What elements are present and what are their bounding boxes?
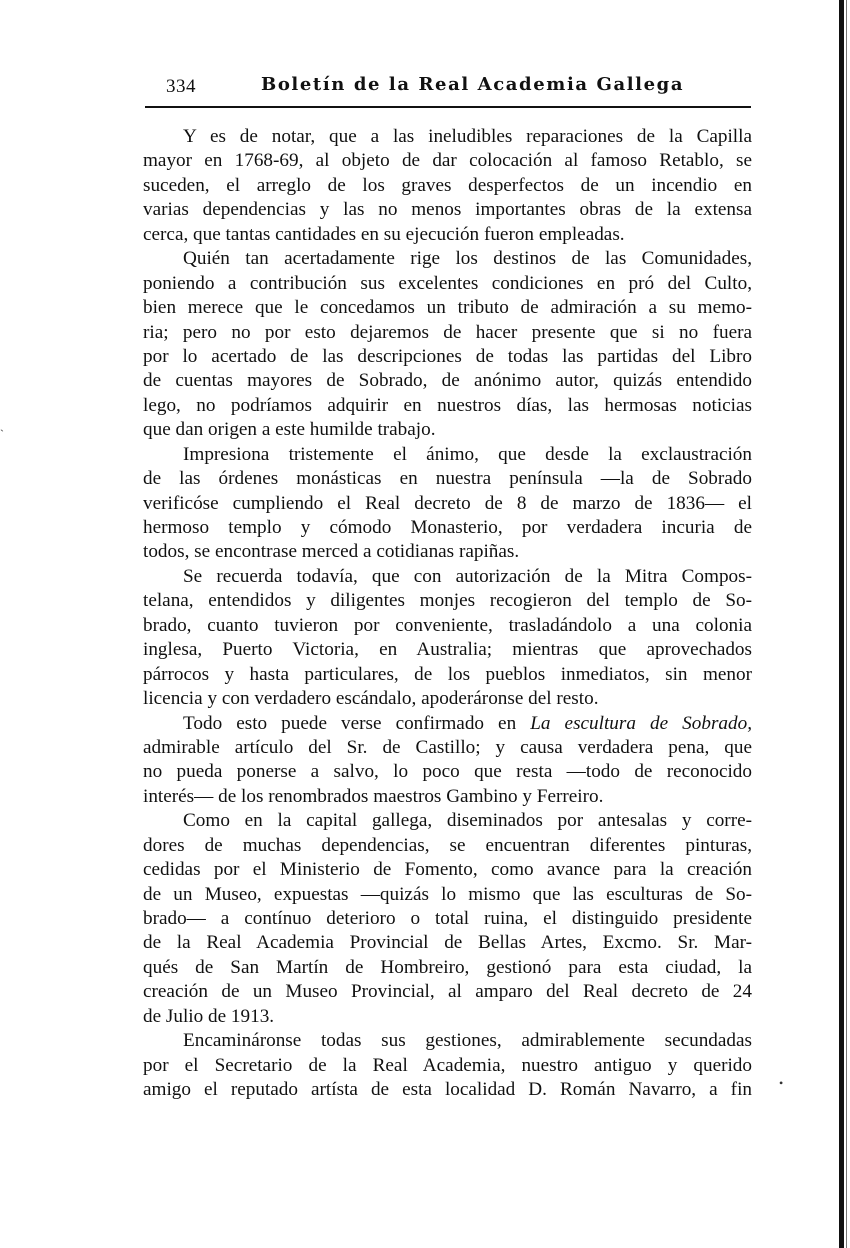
line-text: Y es de notar, que a las ineludibles reparaciones de la Capilla bbox=[183, 126, 752, 147]
text-line bbox=[143, 223, 752, 247]
text-line bbox=[143, 540, 752, 564]
line-text: todos, se encontrase merced a cotidianas rapiñas. bbox=[143, 541, 520, 563]
line-text: verificóse cumpliendo el Real decreto de 8 de marzo de 1836— el bbox=[143, 492, 752, 514]
paragraph bbox=[143, 443, 752, 565]
line-text: inglesa, Puerto Victoria, en Australia; mientras que aprovechados bbox=[143, 639, 752, 661]
text-line bbox=[143, 492, 752, 516]
text-line bbox=[143, 247, 752, 271]
line-text: interés— de los renombrados maestros Gambino y Ferreiro. bbox=[143, 785, 604, 807]
line-text: lego, no podríamos adquirir en nuestros días, las hermosas noticias bbox=[143, 394, 752, 416]
line-text: mayor en 1768-69, al objeto de dar colocación al famoso Retablo, se bbox=[143, 150, 752, 172]
line-text: bien merece que le concedamos un tributo de admiración a su memo- bbox=[143, 297, 752, 319]
line-text: suceden, el arreglo de los graves desperfectos de un incendio en bbox=[143, 174, 752, 196]
line-text: cerca, que tantas cantidades en su ejecución fueron empleadas. bbox=[143, 223, 625, 245]
line-text: qués de San Martín de Hombreiro, gestionó para esta ciudad, la bbox=[143, 956, 752, 978]
text-line bbox=[143, 931, 752, 955]
line-text: creación de un Museo Provincial, al amparo del Real decreto de 24 bbox=[143, 981, 752, 1003]
text-line bbox=[143, 565, 752, 589]
text-line bbox=[143, 907, 752, 931]
line-text: párrocos y hasta particulares, de los pueblos inmediatos, sin menor bbox=[143, 663, 752, 685]
line-text: Como en la capital gallega, diseminados por antesalas y corre- bbox=[183, 810, 752, 832]
text-line bbox=[143, 198, 752, 222]
line-text: de cuentas mayores de Sobrado, de anónimo autor, quizás entendido bbox=[143, 370, 752, 392]
running-header bbox=[166, 74, 752, 102]
line-text: brado, cuanto tuvieron por conveniente, trasladándolo a una colonia bbox=[143, 614, 752, 636]
cited-article-title: La escultura de Sobrado, bbox=[530, 712, 752, 734]
text-line bbox=[143, 1078, 752, 1102]
text-line bbox=[143, 467, 752, 491]
text-line bbox=[143, 394, 752, 418]
text-line bbox=[143, 980, 752, 1004]
line-text: poniendo a contribución sus excelentes condiciones en pró del Culto, bbox=[143, 272, 752, 294]
line-text: varias dependencias y las no menos importantes obras de la extensa bbox=[143, 199, 752, 221]
line-text: por el Secretario de la Real Academia, nuestro antiguo y querido bbox=[143, 1054, 752, 1076]
text-line bbox=[143, 174, 752, 198]
text-line bbox=[143, 858, 752, 882]
line-text: Impresiona tristemente el ánimo, que desde la exclaustración bbox=[183, 443, 752, 465]
text-line bbox=[143, 1029, 752, 1053]
text-line bbox=[143, 834, 752, 858]
scan-edge-line bbox=[846, 0, 847, 1248]
line-text: hermoso templo y cómodo Monasterio, por verdadera incuria de bbox=[143, 517, 752, 538]
text-line bbox=[143, 589, 752, 613]
text-line bbox=[143, 125, 752, 149]
page-number: 334 bbox=[166, 76, 196, 97]
line-text: dores de muchas dependencias, se encuentran diferentes pinturas, bbox=[143, 834, 752, 856]
text-line bbox=[143, 663, 752, 687]
text-line bbox=[143, 369, 752, 393]
text-line bbox=[143, 418, 752, 442]
body-text bbox=[143, 125, 752, 1103]
text-line bbox=[143, 296, 752, 320]
line-text: brado— a contínuo deterioro o total ruina, el distinguido presidente bbox=[143, 908, 752, 929]
journal-title: Boletín de la Real Academia Gallega bbox=[261, 74, 685, 95]
text-line bbox=[143, 272, 752, 296]
line-text: que dan origen a este humilde trabajo. bbox=[143, 419, 436, 441]
text-line bbox=[143, 687, 752, 711]
paragraph bbox=[143, 247, 752, 443]
line-text: de un Museo, expuestas —quizás lo mismo que las esculturas de So- bbox=[143, 883, 752, 905]
line-text: telana, entendidos y diligentes monjes recogieron del templo de So- bbox=[143, 590, 752, 612]
text-line bbox=[143, 638, 752, 662]
text-line bbox=[143, 785, 752, 809]
scan-edge-bar bbox=[839, 0, 844, 1248]
header-rule bbox=[145, 106, 751, 108]
paragraph bbox=[143, 712, 752, 810]
text-line bbox=[143, 809, 752, 833]
line-text: de la Real Academia Provincial de Bellas Artes, Excmo. Sr. Mar- bbox=[143, 932, 752, 954]
text-line bbox=[143, 443, 752, 467]
text-line bbox=[143, 614, 752, 638]
line-text: Se recuerda todavía, que con autorización de la Mitra Compos- bbox=[183, 565, 752, 587]
text-line bbox=[143, 345, 752, 369]
text-line bbox=[143, 956, 752, 980]
line-text: admirable artículo del Sr. de Castillo; y causa verdadera pena, que bbox=[143, 736, 752, 758]
paragraph bbox=[143, 565, 752, 712]
text-line bbox=[143, 760, 752, 784]
line-text: licencia y con verdadero escándalo, apoderáronse del resto. bbox=[143, 688, 599, 710]
line-text: Todo esto puede verse confirmado en bbox=[183, 712, 517, 734]
scan-mark: ˏ bbox=[0, 418, 4, 432]
text-line bbox=[143, 1005, 752, 1029]
text-line bbox=[143, 736, 752, 760]
text-line bbox=[143, 149, 752, 173]
paragraph bbox=[143, 125, 752, 247]
line-text: ria; pero no por esto dejaremos de hacer presente que si no fuera bbox=[143, 321, 752, 343]
paragraph bbox=[143, 809, 752, 1029]
line-text: de las órdenes monásticas en nuestra península —la de Sobrado bbox=[143, 468, 752, 490]
line-text: Encamináronse todas sus gestiones, admirablemente secundadas bbox=[183, 1030, 752, 1052]
text-line bbox=[143, 516, 752, 540]
scan-mark: • bbox=[779, 1076, 784, 1090]
line-text: no pueda ponerse a salvo, lo poco que resta —todo de reconocido bbox=[143, 761, 752, 783]
line-text: Quién tan acertadamente rige los destinos de las Comunidades, bbox=[183, 248, 752, 270]
paragraph bbox=[143, 1029, 752, 1102]
text-line bbox=[143, 321, 752, 345]
line-text: de Julio de 1913. bbox=[143, 1005, 275, 1027]
text-line bbox=[143, 1054, 752, 1078]
line-text: por lo acertado de las descripciones de todas las partidas del Libro bbox=[143, 345, 752, 367]
line-text: cedidas por el Ministerio de Fomento, como avance para la creación bbox=[143, 859, 752, 881]
line-text: amigo el reputado artísta de esta localidad D. Román Navarro, a fin bbox=[143, 1079, 752, 1101]
text-line bbox=[143, 883, 752, 907]
text-line bbox=[143, 712, 752, 736]
